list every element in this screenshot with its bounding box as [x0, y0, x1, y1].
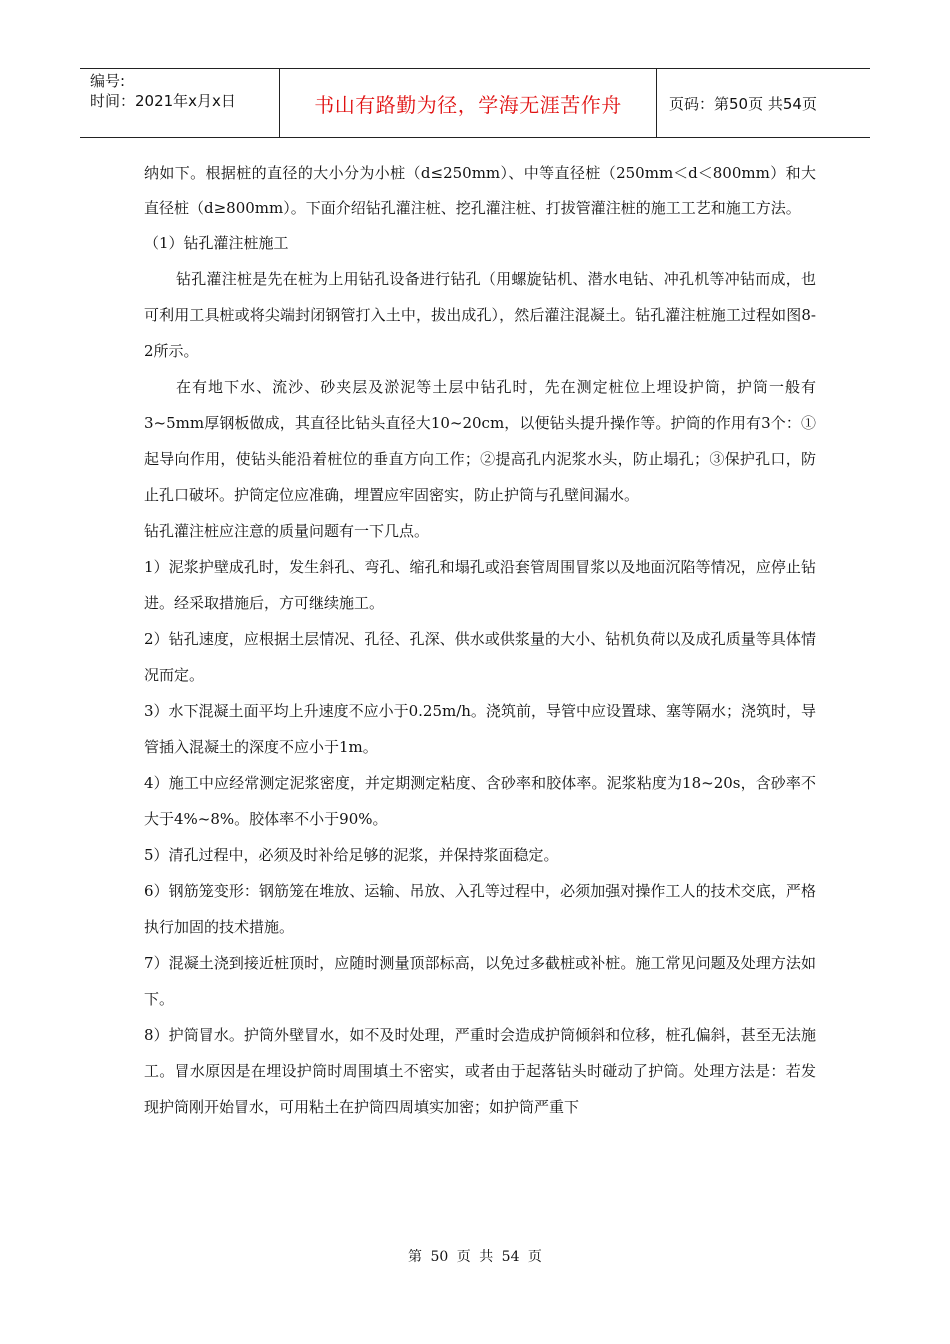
header-motto-cell	[280, 69, 657, 137]
document-number-label: 编号:	[90, 72, 126, 90]
list-item: 6）钢筋笼变形：钢筋笼在堆放、运输、吊放、入孔等过程中，必须加强对操作工人的技术交底，严格执行加固的技术措施。	[144, 882, 816, 936]
list-item: 4）施工中应经常测定泥浆密度，并定期测定粘度、含砂率和胶体率。泥浆粘度为18~20s，含砂率不大于4%~8%。胶体率不小于90%。	[144, 774, 816, 828]
list-item: 3）水下混凝土面平均上升速度不应小于0.25m/h。浇筑前，导管中应设置球、塞等隔水；浇筑时，导管插入混凝土的深度不应小于1m。	[144, 702, 816, 756]
document-date: 时间：2021年x月x日	[90, 92, 236, 110]
document-body	[144, 156, 816, 1125]
list-item: 5）清孔过程中，必须及时补给足够的泥浆，并保持浆面稳定。	[144, 846, 559, 864]
page-footer: 第 50 页 共 54 页	[408, 1249, 542, 1265]
section-heading: （1）钻孔灌注桩施工	[144, 234, 289, 252]
list-item: 7）混凝土浇到接近桩顶时，应随时测量顶部标高，以免过多截桩或补桩。施工常见问题及处理方法如下。	[144, 954, 816, 1008]
header-page-code: 页码：第50页 共54页	[669, 94, 817, 113]
page-header	[80, 68, 870, 138]
paragraph: 钻孔灌注桩应注意的质量问题有一下几点。	[144, 522, 430, 540]
paragraph: 钻孔灌注桩是先在桩为上用钻孔设备进行钻孔（用螺旋钻机、潜水电钻、冲孔机等冲钻而成，也可利用工具桩或将尖端封闭钢管打入土中，拔出成孔），然后灌注混凝土。钻孔灌注桩施工过程如图8-2所示。	[144, 270, 816, 360]
paragraph: 纳如下。根据桩的直径的大小分为小桩（d≤250mm）、中等直径桩（250mm＜d＜800mm）和大直径桩（d≥800mm）。下面介绍钻孔灌注桩、挖孔灌注桩、打拔管灌注桩的施工工艺和施工方法。	[144, 164, 816, 217]
list-item: 8）护筒冒水。护筒外壁冒水，如不及时处理，严重时会造成护筒倾斜和位移，桩孔偏斜，甚至无法施工。冒水原因是在埋设护筒时周围填土不密实，或者由于起落钻头时碰动了护筒。处理方法是：若发现护筒刚开始冒水，可用粘土在护筒四周填实加密；如护筒严重下	[144, 1026, 816, 1116]
paragraph: 在有地下水、流沙、砂夹层及淤泥等土层中钻孔时，先在测定桩位上埋设护筒，护筒一般有3~5mm厚钢板做成，其直径比钻头直径大10~20cm，以便钻头提升操作等。护筒的作用有3个：①起导向作用，使钻头能沿着桩位的垂直方向工作；②提高孔内泥浆水头，防止塌孔；③保护孔口，防止孔口破坏。护筒定位应准确，埋置应牢固密实，防止护筒与孔壁间漏水。	[144, 378, 816, 504]
list-item: 2）钻孔速度，应根据土层情况、孔径、孔深、供水或供浆量的大小、钻机负荷以及成孔质量等具体情况而定。	[144, 630, 816, 684]
list-item: 1）泥浆护壁成孔时，发生斜孔、弯孔、缩孔和塌孔或沿套管周围冒浆以及地面沉陷等情况，应停止钻进。经采取措施后，方可继续施工。	[144, 558, 816, 612]
header-motto: 书山有路勤为径，学海无涯苦作舟	[314, 92, 622, 117]
header-meta	[80, 69, 280, 137]
